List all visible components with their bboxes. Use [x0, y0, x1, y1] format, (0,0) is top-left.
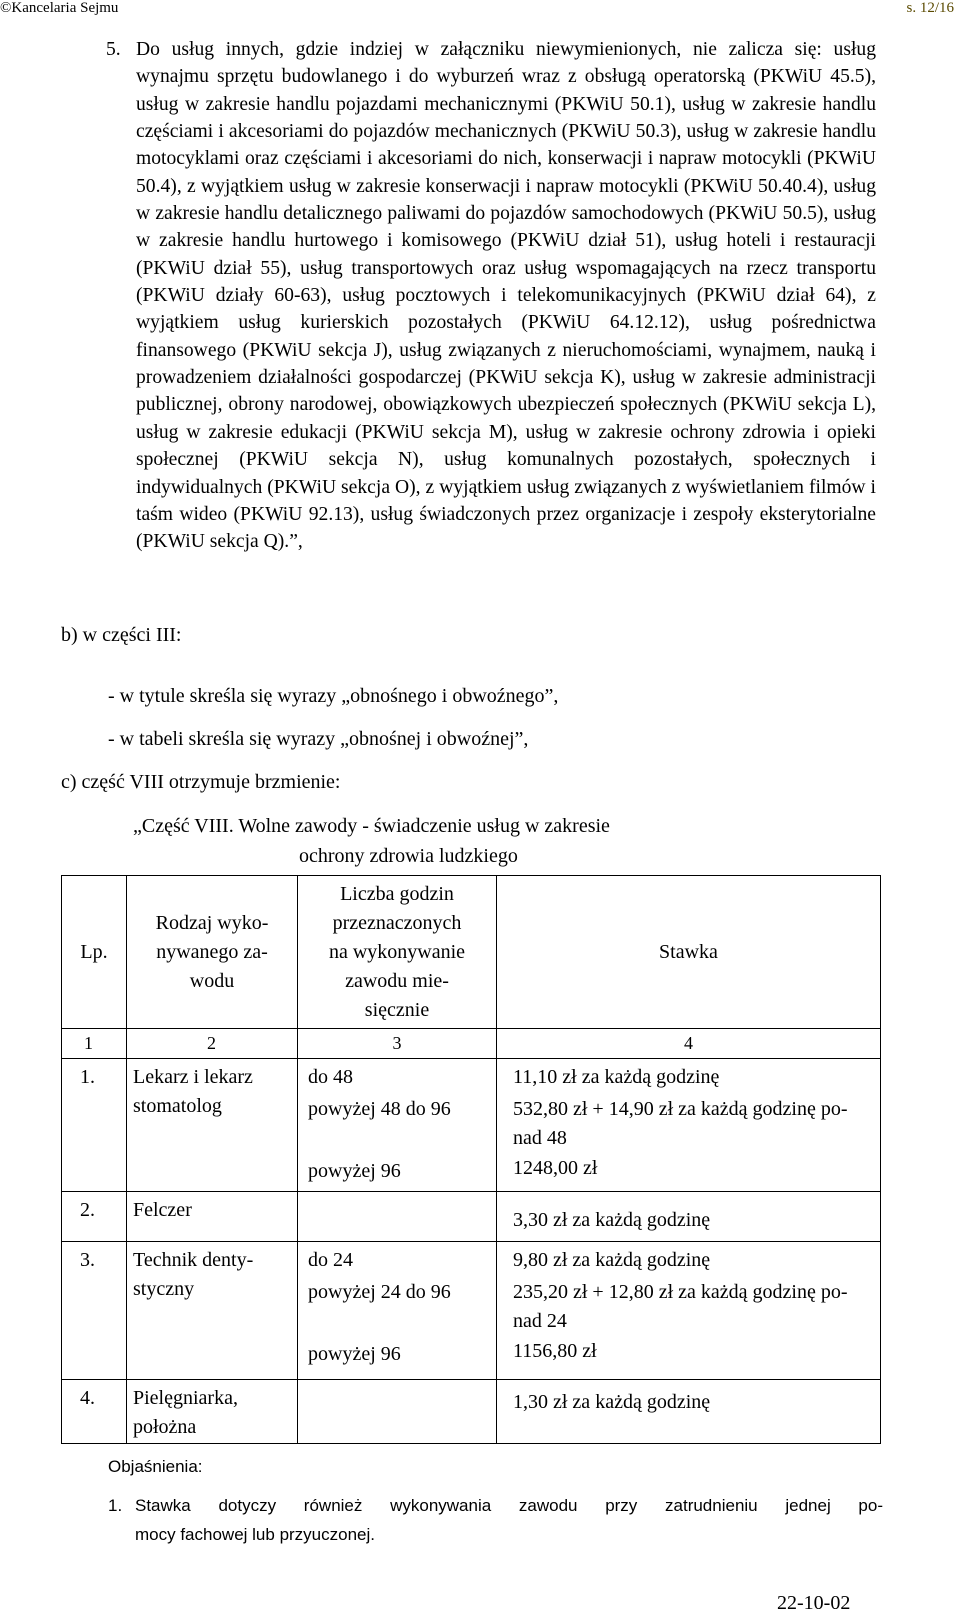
row-4-lp: 4. [62, 1380, 127, 1444]
part-b-item-1: - w tytule skreśla się wyrazy „obnośnego i obwoźnego”, [108, 685, 559, 707]
row-3-rates: 9,80 zł za każdą godzinę 235,20 zł + 12,80 zł za każdą godzinę po- nad 24 1156,80 zł [497, 1242, 881, 1380]
row-2-hours [298, 1192, 497, 1242]
section-title-line-2: ochrony zdrowia ludzkiego [299, 845, 518, 867]
table-row [62, 1380, 881, 1444]
col-number-4: 4 [497, 1029, 881, 1059]
row-3-profession: Technik denty- styczny [127, 1242, 298, 1380]
row-4-profession: Pielęgniarka, położna [127, 1380, 298, 1444]
note-1-line-1: Stawka dotyczy również wykonywania zawodu przy zatrudnieniu jednej po- [135, 1496, 883, 1515]
header-hours: Liczba godzin przeznaczonych na wykonywanie zawodu mie- sięcznie [298, 876, 497, 1029]
row-4-hours [298, 1380, 497, 1444]
table-row [62, 1192, 881, 1242]
header-lp: Lp. [62, 876, 127, 1029]
row-2-rates: 3,30 zł za każdą godzinę [497, 1192, 881, 1242]
row-2-profession: Felczer [127, 1192, 298, 1242]
section-title-line-1: „Część VIII. Wolne zawody - świadczenie usług w zakresie [133, 815, 610, 837]
part-b-label: b) w części III: [61, 624, 182, 646]
part-b-item-2: - w tabeli skreśla się wyrazy „obnośnej i obwoźnej”, [108, 728, 529, 750]
row-4-rates: 1,30 zł za każdą godzinę [497, 1380, 881, 1444]
notes-label: Objaśnienia: [108, 1457, 203, 1476]
table-column-number-row [62, 1029, 881, 1059]
col-number-2: 2 [127, 1029, 298, 1059]
col-number-1: 1 [62, 1029, 127, 1059]
item-5-paragraph [106, 36, 876, 556]
row-1-rates: 11,10 zł za każdą godzinę 532,80 zł + 14,90 zł za każdą godzinę po- nad 48 1248,00 zł [497, 1059, 881, 1192]
table-row [62, 1059, 881, 1192]
table-header-row [62, 876, 881, 1029]
table-row [62, 1242, 881, 1380]
note-1-number: 1. [108, 1496, 123, 1515]
rates-table [61, 875, 881, 1444]
item-5-text: Do usług innych, gdzie indziej w załączniku niewymienionych, nie zalicza się: usług wynajmu sprzętu budowlanego i do wyburzeń wraz z obsługą operatorską (PKWiU 45.5), usług w zakresie handlu pojazdami mechanicznymi (PKWiU 50.1), usług w zakresie handlu częściami i akcesoriami do pojazdów mechanicznych (PKWiU 50.3), usług w zakresie handlu motocyklami oraz częściami i akcesoriami do nich, konserwacji i napraw motocykli (PKWiU 50.4), z wyjątkiem usług w zakresie konserwacji i napraw motocykli (PKWiU 50.40.4), usług w zakresie handlu detalicznego paliwami do pojazdów samochodowych (PKWiU 50.5), usług w zakresie handlu hurtowego i komisowego (PKWiU dział 51), usług hoteli i restauracji (PKWiU dział 55), usług transportowych oraz usług wspomagających na rzecz transportu (PKWiU działy 60-63), usług pocztowych i telekomunikacyjnych (PKWiU dział 64), z wyjątkiem usług kurierskich pozostałych (PKWiU 64.12.12), usług pośrednictwa finansowego (PKWiU sekcja J), usług związanych z nieruchomościami, wynajmem, nauką i prowadzeniem działalności gospodarczej (PKWiU sekcja K), usług w zakresie administracji publicznej, obrony narodowej, obowiązkowych ubezpieczeń społecznych (PKWiU sekcja L), usług w zakresie edukacji (PKWiU sekcja M), usług w zakresie ochrony zdrowia i opieki społecznej (PKWiU sekcja N), usług komunalnych pozostałych, społecznych i indywidualnych (PKWiU sekcja O), z wyjątkiem usług związanych z wyświetlaniem filmów i taśm wideo (PKWiU 92.13), usług świadczonych przez organizacje i zespoły eksterytorialne (PKWiU sekcja Q).”, [136, 39, 876, 553]
header-profession: Rodzaj wyko- nywanego za- wodu [127, 876, 298, 1029]
footer-date: 22-10-02 [777, 1592, 851, 1614]
col-number-3: 3 [298, 1029, 497, 1059]
item-5-number: 5. [106, 39, 121, 60]
part-c-label: c) część VIII otrzymuje brzmienie: [61, 771, 341, 793]
row-1-hours: do 48 powyżej 48 do 96 powyżej 96 [298, 1059, 497, 1192]
header-publisher: ©Kancelaria Sejmu [0, 0, 119, 16]
row-1-profession: Lekarz i lekarz stomatolog [127, 1059, 298, 1192]
row-3-lp: 3. [62, 1242, 127, 1380]
header-page-number: s. 12/16 [906, 0, 954, 16]
row-3-hours: do 24 powyżej 24 do 96 powyżej 96 [298, 1242, 497, 1380]
note-1-line-2: mocy fachowej lub przyuczonej. [135, 1525, 376, 1544]
header-rate: Stawka [497, 876, 881, 1029]
row-1-lp: 1. [62, 1059, 127, 1192]
row-2-lp: 2. [62, 1192, 127, 1242]
